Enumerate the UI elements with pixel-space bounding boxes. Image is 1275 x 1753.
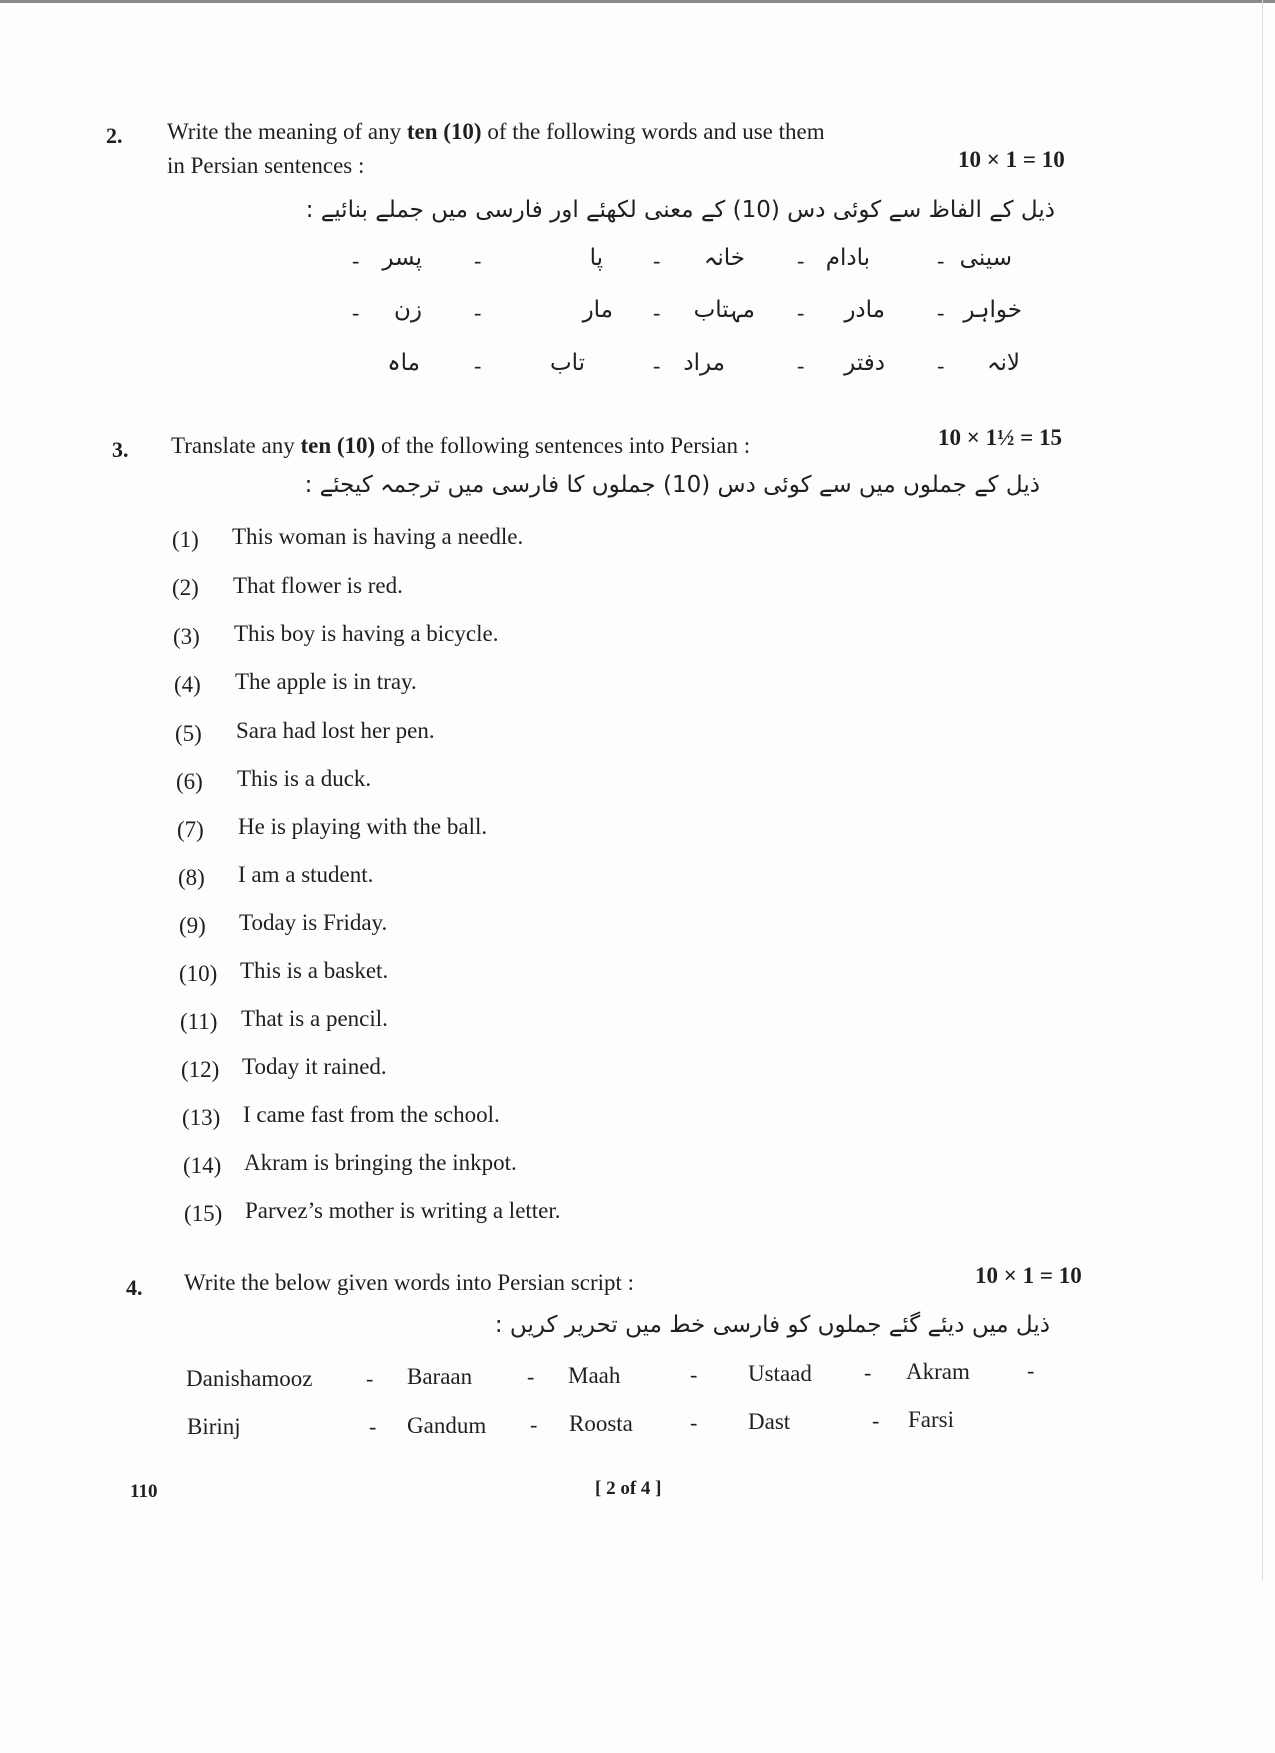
question-3-number: 3.: [112, 437, 129, 462]
urdu-word: سینی: [959, 245, 1012, 271]
separator-dash: -: [653, 300, 661, 325]
item-number: (14): [183, 1153, 222, 1178]
item-number: (9): [179, 913, 206, 938]
separator-dash: -: [872, 1408, 880, 1433]
separator-dash: -: [653, 248, 661, 273]
separator-dash: -: [530, 1412, 538, 1437]
separator-dash: -: [797, 248, 805, 273]
separator-dash: -: [1027, 1358, 1035, 1383]
item-text: That is a pencil.: [241, 1006, 388, 1031]
separator-dash: -: [474, 353, 482, 378]
item-number: (6): [176, 769, 203, 794]
item-text: I came fast from the school.: [243, 1102, 500, 1127]
item-text: Sara had lost her pen.: [236, 718, 435, 743]
item-number: (5): [175, 721, 202, 746]
separator-dash: -: [653, 353, 661, 378]
word-item: Gandum: [407, 1413, 487, 1438]
urdu-word: مراد: [683, 350, 725, 376]
word-item: Dast: [748, 1409, 791, 1434]
separator-dash: -: [797, 353, 805, 378]
question-3-marks: 10 × 1½ = 15: [938, 425, 1062, 450]
item-number: (7): [177, 817, 204, 842]
urdu-word: ماہ: [387, 350, 420, 376]
item-text: I am a student.: [238, 862, 374, 887]
scan-edge-right: [1262, 0, 1263, 1580]
item-text: That flower is red.: [233, 573, 403, 598]
question-2-urdu-instruction: ذیل کے الفاظ سے کوئی دس (10) کے معنی لکھئے اور فارسی میں جملے بنائیے :: [305, 197, 1055, 223]
separator-dash: -: [474, 300, 482, 325]
word-item: Danishamooz: [186, 1366, 313, 1391]
item-text: The apple is in tray.: [235, 669, 417, 694]
item-text: This boy is having a bicycle.: [234, 621, 499, 646]
q2-text-bold: ten (10): [406, 119, 482, 144]
urdu-word: دفتر: [844, 350, 885, 376]
item-number: (13): [182, 1105, 221, 1130]
q2-text-pre: Write the meaning of any: [167, 119, 407, 144]
separator-dash: -: [352, 248, 360, 273]
separator-dash: -: [474, 248, 482, 273]
word-item: Baraan: [407, 1364, 473, 1389]
q3-text-pre: Translate any: [171, 433, 301, 458]
question-4-marks: 10 × 1 = 10: [975, 1263, 1082, 1288]
urdu-word: بادام: [825, 245, 870, 271]
item-text: Today it rained.: [242, 1054, 387, 1079]
page-number: [ 2 of 4 ]: [595, 1478, 662, 1499]
question-4-text: Write the below given words into Persian script :: [184, 1270, 635, 1295]
separator-dash: -: [937, 248, 945, 273]
q2-text-post: of the following words and use them: [481, 119, 825, 144]
question-4-number: 4.: [126, 1275, 143, 1300]
item-number: (2): [172, 575, 199, 600]
item-text: This is a basket.: [240, 958, 389, 983]
item-number: (4): [174, 672, 201, 697]
separator-dash: -: [352, 300, 360, 325]
question-4-urdu-instruction: ذیل میں دیئے گئے جملوں کو فارسی خط میں تحریر کریں :: [494, 1312, 1050, 1338]
item-text: Akram is bringing the inkpot.: [244, 1150, 517, 1175]
item-text: This is a duck.: [237, 766, 372, 791]
word-item: Roosta: [569, 1411, 633, 1436]
item-text: He is playing with the ball.: [238, 814, 488, 839]
word-item: Maah: [568, 1363, 621, 1388]
separator-dash: -: [937, 353, 945, 378]
item-text: Parvez’s mother is writing a letter.: [245, 1198, 561, 1223]
urdu-word: پسر: [382, 245, 422, 271]
word-item: Birinj: [187, 1414, 241, 1439]
item-number: (1): [172, 527, 199, 552]
question-2-marks: 10 × 1 = 10: [958, 147, 1065, 172]
q3-text-post: of the following sentences into Persian :: [375, 433, 751, 458]
item-number: (12): [181, 1057, 220, 1082]
item-number: (3): [173, 624, 200, 649]
item-number: (8): [178, 865, 205, 890]
item-number: (10): [179, 961, 218, 986]
urdu-word: لانہ: [987, 350, 1020, 376]
urdu-word: مار: [582, 297, 613, 323]
separator-dash: -: [690, 1362, 698, 1387]
word-item: Farsi: [908, 1407, 954, 1432]
separator-dash: -: [527, 1364, 535, 1389]
separator-dash: -: [937, 300, 945, 325]
paper-code: 110: [130, 1481, 158, 1502]
urdu-word: زن: [394, 297, 422, 323]
urdu-word: مہتاب: [693, 297, 755, 323]
question-2-number: 2.: [106, 123, 123, 148]
separator-dash: -: [690, 1410, 698, 1435]
urdu-word: تاب: [549, 350, 585, 376]
scan-edge-top: [0, 0, 1275, 3]
urdu-word: خواہر: [963, 297, 1022, 323]
item-text: Today is Friday.: [239, 910, 388, 935]
question-3-text: [171, 433, 750, 459]
word-item: Akram: [906, 1359, 970, 1384]
separator-dash: -: [864, 1360, 872, 1385]
separator-dash: -: [797, 300, 805, 325]
urdu-word: مادر: [844, 297, 885, 323]
q3-text-bold: ten (10): [300, 433, 376, 458]
question-2-line-1: [167, 119, 825, 145]
question-3-urdu-instruction: ذیل کے جملوں میں سے کوئی دس (10) جملوں کا فارسی میں ترجمہ کیجئے :: [304, 472, 1040, 498]
separator-dash: -: [369, 1414, 377, 1439]
item-text: This woman is having a needle.: [232, 524, 524, 549]
item-number: (15): [184, 1201, 223, 1226]
separator-dash: -: [366, 1366, 374, 1391]
urdu-word: پا: [589, 245, 603, 271]
word-item: Ustaad: [748, 1361, 812, 1386]
question-2-line-2: in Persian sentences :: [167, 153, 365, 178]
urdu-word: خانہ: [703, 245, 745, 271]
item-number: (11): [180, 1009, 218, 1034]
